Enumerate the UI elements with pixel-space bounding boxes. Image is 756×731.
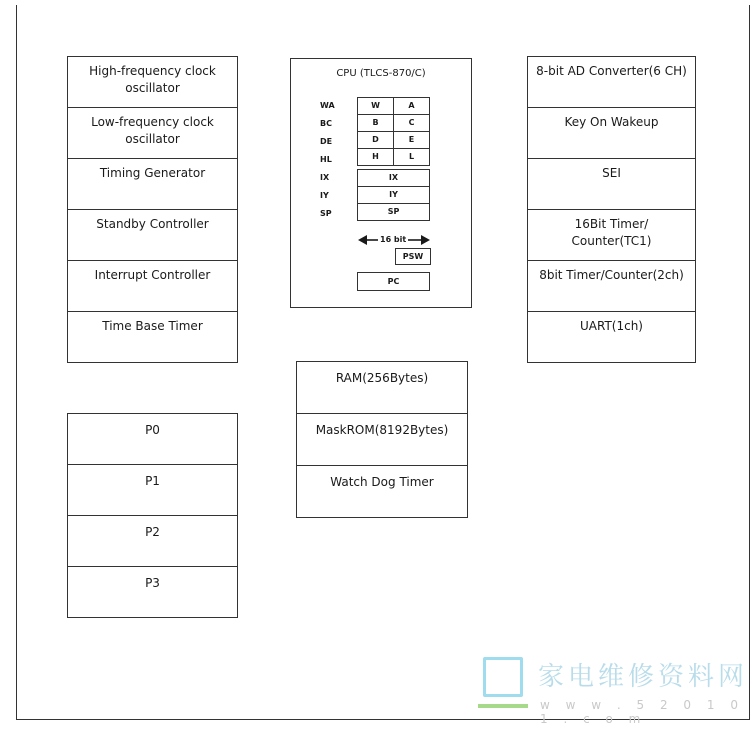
bit-width-indicator (358, 233, 430, 247)
reg-w: W (357, 97, 394, 115)
reg-ix: IX (357, 169, 430, 187)
low-frequency-clock-block: Low-frequency clock oscillator (68, 108, 237, 159)
reg-e: E (393, 131, 430, 149)
reg-label-bc: BC (320, 119, 332, 128)
timer-counter-2ch-block: 8bit Timer/Counter(2ch) (528, 261, 695, 312)
watermark-text: 家电维修资料网 (538, 662, 749, 692)
port-p3-block: P3 (68, 567, 237, 618)
watch-dog-timer-block: Watch Dog Timer (297, 466, 467, 518)
reg-label-de: DE (320, 137, 333, 146)
port-p1-block: P1 (68, 465, 237, 516)
timing-generator-block: Timing Generator (68, 159, 237, 210)
key-on-wakeup-block: Key On Wakeup (528, 108, 695, 159)
ad-converter-block: 8-bit AD Converter(6 CH) (528, 57, 695, 108)
reg-label-hl: HL (320, 155, 332, 164)
sei-block: SEI (528, 159, 695, 210)
reg-pc: PC (357, 272, 430, 291)
interrupt-controller-block: Interrupt Controller (68, 261, 237, 312)
bit-width-label: 16 bit (380, 235, 407, 244)
port-p2-block: P2 (68, 516, 237, 567)
standby-controller-block: Standby Controller (68, 210, 237, 261)
reg-a: A (393, 97, 430, 115)
reg-label-iy: IY (320, 191, 329, 200)
watermark-url: w w w . 5 2 0 1 0 1 . c o m (540, 698, 744, 726)
timer-counter-tc1-block: 16Bit Timer/ Counter(TC1) (528, 210, 695, 261)
port-p0-block: P0 (68, 414, 237, 465)
reg-label-wa: WA (320, 101, 335, 110)
high-frequency-clock-block: High-frequency clock oscillator (68, 57, 237, 108)
ram-block: RAM(256Bytes) (297, 362, 467, 414)
uart-block: UART(1ch) (528, 312, 695, 363)
reg-l: L (393, 148, 430, 166)
reg-sp: SP (357, 203, 430, 221)
reg-label-ix: IX (320, 173, 330, 182)
watermark-base-icon (478, 704, 528, 708)
reg-h: H (357, 148, 394, 166)
right-peripheral-column (527, 56, 696, 363)
reg-iy: IY (357, 186, 430, 204)
left-peripheral-column (67, 56, 238, 363)
reg-psw: PSW (395, 248, 431, 265)
reg-c: C (393, 114, 430, 132)
watermark-book-icon (483, 657, 523, 697)
reg-label-sp: SP (320, 209, 332, 218)
maskrom-block: MaskROM(8192Bytes) (297, 414, 467, 466)
cpu-block (290, 58, 472, 308)
cpu-title: CPU (TLCS-870/C) (336, 68, 426, 79)
reg-b: B (357, 114, 394, 132)
reg-d: D (357, 131, 394, 149)
port-column (67, 413, 238, 618)
time-base-timer-block: Time Base Timer (68, 312, 237, 363)
memory-column (296, 361, 468, 518)
